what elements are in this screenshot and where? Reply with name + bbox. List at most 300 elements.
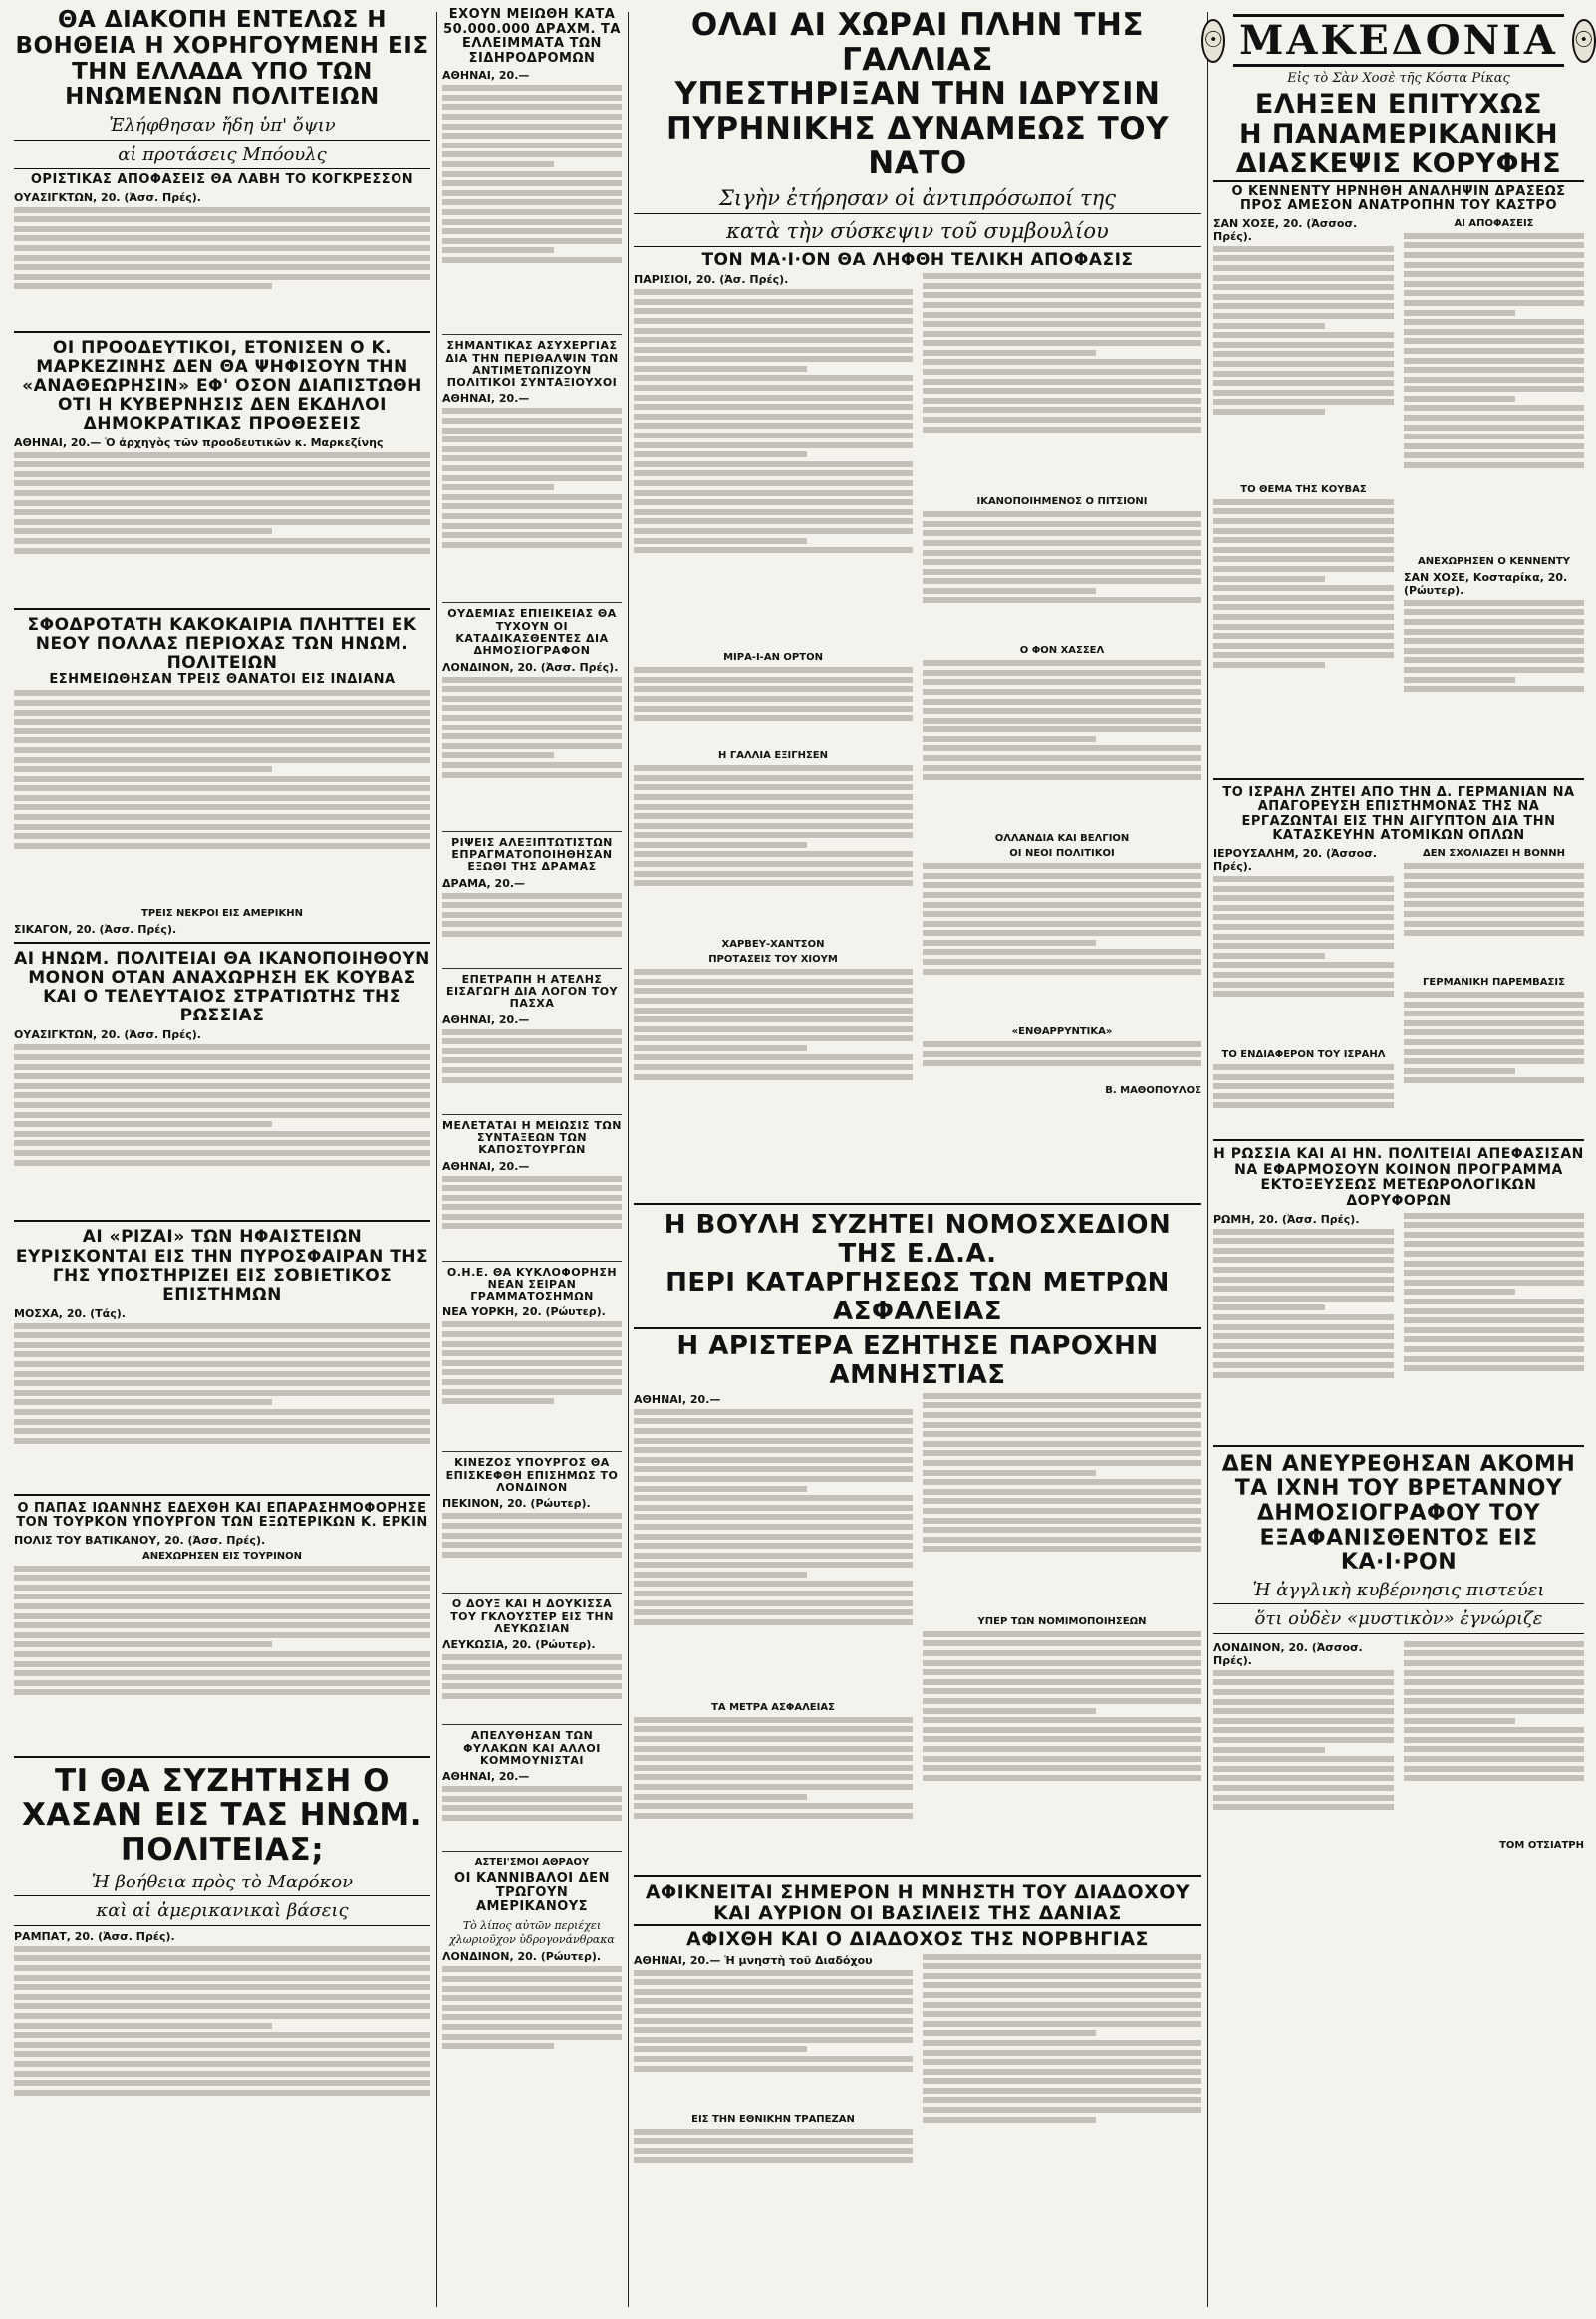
- text-line: [923, 398, 1201, 404]
- text-line: [14, 1689, 430, 1695]
- dateline: ΑΘΗΝΑΙ, 20.— Ὁ ἀρχηγὸς τῶν προοδευτικῶν κ. Μαρκεζίνης: [14, 435, 384, 449]
- text-line: [1213, 409, 1325, 415]
- text-line: [442, 1048, 622, 1054]
- deck-line: Ἐλήφθησαν ἤδη ὑπ' ὄψιν: [14, 115, 430, 141]
- text-line: [634, 470, 913, 476]
- text-line: [14, 1399, 272, 1405]
- text-line: [1213, 275, 1394, 281]
- text-line: [1213, 342, 1394, 348]
- text-line: [1213, 614, 1394, 620]
- text-line: [442, 725, 622, 730]
- article-body: [442, 1513, 622, 1588]
- text-line: [634, 1008, 913, 1014]
- text-line: [923, 2069, 1201, 2075]
- text-line: [442, 743, 622, 749]
- text-line: [1213, 1304, 1325, 1310]
- text-line: [442, 247, 554, 253]
- text-line: [442, 133, 622, 139]
- article-body: [634, 1717, 913, 1857]
- text-line: [442, 1185, 622, 1191]
- byline: Β. ΜΑΘΟΠΟΥΛΟΣ: [1105, 1085, 1201, 1097]
- article-body: [14, 207, 430, 325]
- article-body: [14, 1946, 430, 2156]
- text-line: [442, 733, 622, 739]
- text-line: [14, 1594, 430, 1599]
- text-line: [634, 775, 913, 781]
- text-line: [442, 199, 622, 205]
- text-line: [634, 1486, 807, 1492]
- article-body: [442, 1786, 622, 1846]
- article-body: [1213, 1229, 1394, 1438]
- text-line: [923, 1688, 1201, 1694]
- text-line: [1404, 367, 1584, 373]
- text-line: [1213, 1670, 1394, 1676]
- text-line: [634, 1726, 913, 1732]
- text-line: [14, 1064, 430, 1070]
- text-line: [1404, 425, 1584, 431]
- text-line: [14, 795, 430, 801]
- text-line: [442, 1195, 622, 1201]
- deck-line: Τὸ λίπος αὐτῶν περιέχει χλωριοῦχον ὑδρογονάνθρακα: [449, 1918, 615, 1946]
- text-line: [1213, 1074, 1394, 1080]
- text-line: [1213, 962, 1394, 968]
- text-line: [923, 283, 1201, 289]
- text-line: [1404, 1039, 1584, 1045]
- headline-cannibals: ΟΙ ΚΑΝΝΙΒΑΛΟΙ ΔΕΝ ΤΡΩΓΟΥΝ ΑΜΕΡΙΚΑΝΟΥΣ: [454, 1871, 610, 1915]
- text-line: [442, 455, 622, 461]
- text-line: [634, 823, 913, 829]
- text-line: [1213, 1257, 1394, 1263]
- text-line: [923, 578, 1201, 584]
- article-body: [1213, 1064, 1394, 1134]
- text-line: [634, 1476, 913, 1482]
- text-line: [14, 1112, 430, 1118]
- text-line: [1213, 1333, 1394, 1339]
- text-line: [923, 1051, 1201, 1057]
- text-line: [442, 1995, 622, 2001]
- article-body: [1404, 1641, 1584, 1836]
- text-line: [1213, 914, 1394, 920]
- text-line: [634, 1543, 913, 1549]
- text-line: [634, 1524, 913, 1530]
- text-line: [1213, 1352, 1394, 1358]
- text-line: [923, 521, 1201, 527]
- divider: [442, 968, 622, 969]
- text-line: [442, 1379, 622, 1385]
- text-line: [14, 1351, 430, 1357]
- text-line: [923, 2059, 1201, 2065]
- text-line: [923, 2002, 1201, 2008]
- text-line: [1404, 992, 1584, 998]
- subhead: ΑΝΕΧΩΡΗΣΕΝ ΕΙΣ ΤΟΥΡΙΝΟΝ: [141, 1550, 303, 1562]
- text-line: [442, 513, 622, 519]
- text-line: [634, 1514, 913, 1520]
- text-line: [14, 519, 430, 525]
- text-line: [1213, 982, 1394, 988]
- text-line: [634, 988, 913, 994]
- text-line: [923, 2040, 1201, 2046]
- text-line: [1404, 1336, 1584, 1342]
- text-line: [442, 428, 622, 434]
- text-line: [1404, 1708, 1584, 1714]
- text-line: [1213, 547, 1394, 553]
- subheadline: ΕΣΗΜΕΙΩΘΗΣΑΝ ΤΡΕΙΣ ΘΑΝΑΤΟΙ ΕΙΣ ΙΝΔΙΑΝΑ: [49, 671, 396, 687]
- text-line: [14, 1140, 430, 1146]
- text-line: [14, 1150, 430, 1156]
- text-line: [1404, 657, 1584, 663]
- text-line: [634, 1438, 913, 1444]
- text-line: [634, 1447, 913, 1453]
- text-line: [442, 1321, 622, 1327]
- divider: [442, 334, 622, 335]
- text-line: [14, 1632, 430, 1638]
- text-line: [442, 484, 554, 490]
- text-line: [634, 1428, 913, 1434]
- text-line: [634, 861, 913, 867]
- text-line: [442, 931, 622, 937]
- text-line: [1213, 585, 1394, 591]
- text-line: [14, 2023, 272, 2029]
- article-body: [923, 511, 1201, 641]
- dateline: ΛΟΝΔΙΝΟΝ, 20. (Ρώυτερ).: [442, 1950, 602, 1964]
- text-line: [634, 2037, 913, 2043]
- deck-line: κατὰ τὴν σύσκεψιν τοῦ συμβουλίου: [634, 218, 1201, 247]
- text-line: [14, 1585, 430, 1591]
- text-line: [442, 104, 622, 110]
- article-body: [634, 1970, 913, 2110]
- divider: [442, 1724, 622, 1725]
- text-line: [442, 1223, 622, 1229]
- text-line: [14, 1603, 430, 1609]
- text-line: [634, 328, 913, 334]
- article-body: [442, 893, 622, 963]
- text-line: [1213, 390, 1394, 396]
- subhead: Ο ΦΟΝ ΧΑΣΣΕΛ: [1019, 645, 1105, 657]
- article-body: [14, 452, 430, 602]
- text-line: [1404, 619, 1584, 625]
- text-line: [634, 784, 913, 790]
- text-line: [1213, 905, 1394, 911]
- text-line: [923, 959, 1201, 965]
- text-line: [14, 1371, 430, 1377]
- text-line: [1213, 991, 1394, 997]
- article-body: [1404, 233, 1584, 552]
- text-line: [923, 911, 1201, 917]
- headline-communists-released: ΑΠΕΛΥΘΗΣΑΝ ΤΩΝ ΦΥΛΑΚΩΝ ΚΑΙ ΑΛΛΟΙ ΚΟΜΜΟΥΝΙΣΤΑΙ: [463, 1729, 601, 1767]
- headline-vouli-3: Η ΑΡΙΣΤΕΡΑ ΕΖΗΤΗΣΕ ΠΑΡΟΧΗΝ ΑΜΝΗΣΤΙΑΣ: [634, 1327, 1201, 1390]
- text-line: [14, 274, 430, 280]
- text-line: [442, 1786, 622, 1792]
- text-line: [923, 1765, 1201, 1771]
- article-body: [923, 1393, 1201, 1612]
- text-line: [442, 2005, 622, 2011]
- text-line: [1404, 1270, 1584, 1276]
- text-line: [442, 180, 622, 186]
- divider: [14, 1494, 430, 1496]
- headline-storm: ΣΦΟΔΡΟΤΑΤΗ ΚΑΚΟΚΑΙΡΙΑ ΠΛΗΤΤΕΙ ΕΚ ΝΕΟΥ ΠΟΛΛΑΣ ΠΕΡΙΟΧΑΣ ΤΩΝ ΗΝΩΜ. ΠΟΛΙΤΕΙΩΝ: [27, 614, 417, 673]
- text-line: [442, 1674, 622, 1680]
- text-line: [923, 1973, 1201, 1979]
- headline-markezinis: ΟΙ ΠΡΟΟΔΕΥΤΙΚΟΙ, ΕΤΟΝΙΣΕΝ Ο Κ. ΜΑΡΚΕΖΙΝΗΣ ΔΕΝ ΘΑ ΨΗΦΙΣΟΥΝ ΤΗΝ «ΑΝΑΘΕΩΡΗΣΙΝ» ΕΦ' ΟΣΟΝ ΔΙΑΠΙΣΤΩΘΗ ΟΤΙ Η ΚΥΒΕΡΝΗΣΙΣ ΔΕΝ ΕΚΔΗΛΟΙ ΔΗΜΟΚΡΑΤΙΚΑΣ ΠΡΟΘΕΣΕΙΣ: [22, 337, 422, 434]
- text-line: [1213, 1362, 1394, 1368]
- text-line: [1213, 1314, 1394, 1320]
- text-line: [634, 1794, 807, 1800]
- text-line: [923, 569, 1201, 575]
- text-line: [923, 1470, 1096, 1476]
- text-line: [923, 745, 1201, 751]
- text-line: [442, 1341, 622, 1347]
- dateline: ΑΘΗΝΑΙ, 20.— Ἡ μνηστὴ τοῦ Διαδόχου: [634, 1953, 873, 1967]
- text-line: [634, 1505, 913, 1511]
- text-line: [923, 1708, 1096, 1714]
- text-line: [634, 1989, 913, 1995]
- text-line: [14, 216, 430, 222]
- text-line: [442, 1369, 622, 1375]
- text-line: [1404, 310, 1515, 316]
- subhead: ΤΡΕΙΣ ΝΕΚΡΟΙ ΕΙΣ ΑΜΕΡΙΚΗΝ: [141, 908, 303, 920]
- text-line: [1404, 252, 1584, 258]
- text-line: [14, 528, 272, 534]
- text-line: [634, 423, 913, 429]
- dateline: ΑΘΗΝΑΙ, 20.—: [442, 1159, 530, 1173]
- divider: [14, 1756, 430, 1758]
- headline-vouli-1: Η ΒΟΥΛΗ ΣΥΖΗΤΕΙ ΝΟΜΟΣΧΕΔΙΟΝ ΤΗΣ Ε.Δ.Α.: [664, 1210, 1172, 1270]
- text-line: [1213, 953, 1325, 959]
- text-line: [14, 2061, 430, 2067]
- text-line: [1213, 1372, 1394, 1378]
- text-line: [1404, 1356, 1584, 1362]
- text-line: [1404, 1746, 1584, 1752]
- text-line: [1404, 262, 1584, 268]
- dateline: ΠΕΚΙΝΟΝ, 20. (Ρώυτερ).: [442, 1497, 591, 1511]
- text-line: [923, 892, 1201, 898]
- divider: [442, 1851, 622, 1852]
- dateline: ΛΟΝΔΙΝΟΝ, 20. (Ἀσσοσ. Πρές).: [1213, 1640, 1363, 1667]
- text-line: [1404, 882, 1584, 888]
- text-line: [634, 433, 913, 438]
- article-body: [442, 1654, 622, 1719]
- text-line: [634, 366, 807, 372]
- text-line: [1213, 294, 1394, 300]
- text-line: [14, 1575, 430, 1581]
- text-line: [634, 1457, 913, 1463]
- text-line: [923, 930, 1201, 936]
- text-line: [1404, 377, 1584, 383]
- text-line: [442, 752, 554, 758]
- headline-easter-import: ΕΠΕΤΡΑΠΗ Η ΑΤΕΛΗΣ ΕΙΣΑΓΩΓΗ ΔΙΑ ΛΟΓΟΝ ΤΟΥ ΠΑΣΧΑ: [445, 972, 619, 1011]
- text-line: [1213, 1708, 1394, 1714]
- text-line: [634, 1016, 913, 1022]
- subheadline: ΤΟΝ ΜΑ·Ι·ΟΝ ΘΑ ΛΗΦΘΗ ΤΕΛΙΚΗ ΑΠΟΦΑΣΙΣ: [701, 250, 1134, 271]
- text-line: [14, 471, 430, 477]
- article-body: [442, 1966, 622, 2086]
- text-line: [442, 1552, 622, 1558]
- text-line: [634, 547, 913, 553]
- subhead: ΤΟ ΘΕΜΑ ΤΗΣ ΚΟΥΒΑΣ: [1240, 483, 1367, 495]
- text-line: [1404, 443, 1584, 449]
- text-line: [1404, 1289, 1515, 1295]
- text-line: [1404, 911, 1584, 917]
- text-line: [634, 1553, 913, 1559]
- text-line: [923, 1412, 1201, 1418]
- text-line: [923, 689, 1201, 695]
- text-line: [634, 696, 913, 702]
- article-body: [442, 677, 622, 826]
- text-line: [634, 451, 807, 457]
- text-line: [14, 1361, 430, 1367]
- dateline: ΑΘΗΝΑΙ, 20.—: [442, 392, 530, 406]
- article-body: [634, 1409, 913, 1698]
- text-line: [1213, 399, 1394, 405]
- text-line: [923, 1746, 1201, 1752]
- text-line: [634, 1035, 913, 1041]
- text-line: [442, 228, 622, 234]
- dateline: ΡΩΜΗ, 20. (Ἀσσ. Πρές).: [1213, 1212, 1360, 1226]
- text-line: [14, 1083, 430, 1089]
- text-line: [634, 347, 913, 353]
- text-line: [1213, 528, 1394, 534]
- headline-pensioners: ΣΗΜΑΝΤΙΚΑΣ ΑΣΥΧΕΡΓΙΑΣ ΔΙΑ ΤΗΝ ΠΕΡΙΘΑΛΨΙΝ ΤΩΝ ΑΝΤΙΜΕΤΩΠΙΖΟΥΝ ΠΟΛΙΤΙΚΟΙ ΣΥΝΤΑΞΙΟΥΧΟΙ: [445, 339, 619, 390]
- article-body: [1404, 1213, 1584, 1437]
- text-line: [442, 1398, 554, 1404]
- text-line: [442, 1523, 622, 1529]
- text-line: [14, 1409, 430, 1415]
- text-line: [14, 747, 430, 753]
- text-line: [923, 679, 1201, 685]
- text-line: [923, 427, 1201, 433]
- text-line: [634, 1562, 913, 1568]
- text-line: [442, 418, 622, 424]
- text-line: [923, 1498, 1201, 1504]
- text-line: [634, 1755, 913, 1761]
- text-line: [14, 500, 430, 506]
- article-body: [634, 2129, 913, 2188]
- text-line: [923, 1698, 1201, 1704]
- text-line: [923, 359, 1201, 365]
- text-line: [923, 921, 1201, 927]
- divider: [1213, 1139, 1584, 1141]
- article-body: [923, 1631, 1201, 1841]
- headline-satellites: Η ΡΩΣΣΙΑ ΚΑΙ ΑΙ ΗΝ. ΠΟΛΙΤΕΙΑΙ ΑΠΕΦΑΣΙΣΑΝ ΝΑ ΕΦΑΡΜΟΣΟΥΝ ΚΟΙΝΟΝ ΠΡΟΓΡΑΜΜΑ ΕΚΤΟΞΕΥΣΕΩΣ ΜΕΤΕΩΡΟΛΟΓΙΚΩΝ ΔΟΡΥΦΟΡΩΝ: [1213, 1145, 1584, 1209]
- text-line: [1213, 556, 1394, 562]
- text-line: [1404, 1327, 1584, 1333]
- text-line: [634, 442, 913, 448]
- text-line: [14, 264, 430, 270]
- divider: [14, 1220, 430, 1222]
- text-line: [1213, 537, 1394, 543]
- text-line: [923, 1479, 1201, 1485]
- deck-line: καὶ αἱ ἀμερικανικαὶ βάσεις: [14, 1900, 430, 1926]
- text-line: [1213, 643, 1394, 649]
- text-line: [1404, 901, 1584, 907]
- text-line: [14, 1160, 430, 1166]
- text-line: [634, 2129, 913, 2135]
- text-line: [1404, 930, 1584, 936]
- text-line: [14, 1994, 430, 2000]
- text-line: [1213, 1277, 1394, 1283]
- text-line: [923, 774, 1201, 780]
- text-line: [14, 2032, 430, 2038]
- text-line: [634, 1591, 913, 1596]
- text-line: [1213, 1804, 1394, 1810]
- text-line: [923, 882, 1201, 888]
- text-line: [634, 1998, 913, 2004]
- text-line: [1213, 1324, 1394, 1330]
- text-line: [634, 804, 913, 810]
- text-line: [923, 1508, 1201, 1514]
- text-line: [923, 660, 1201, 666]
- text-line: [1213, 576, 1325, 582]
- text-line: [923, 540, 1201, 546]
- subhead: ΔΕΝ ΣΧΟΛΙΑΖΕΙ Η ΒΟΝΝΗ: [1422, 847, 1566, 859]
- article-body: [923, 1041, 1201, 1081]
- text-line: [923, 1518, 1201, 1524]
- text-line: [1404, 1718, 1515, 1724]
- text-line: [1213, 633, 1394, 639]
- text-line: [634, 1746, 913, 1752]
- dateline: ΛΕΥΚΩΣΙΑ, 20. (Ρώυτερ).: [442, 1638, 596, 1652]
- text-line: [923, 1982, 1201, 1988]
- text-line: [634, 969, 913, 975]
- text-line: [1213, 1286, 1394, 1292]
- text-line: [923, 1489, 1201, 1495]
- text-line: [14, 1680, 430, 1686]
- text-line: [442, 95, 622, 101]
- dateline: ΠΟΛΙΣ ΤΟΥ ΒΑΤΙΚΑΝΟΥ, 20. (Ἀσσ. Πρές).: [14, 1533, 266, 1547]
- lead-headline-3: ΠΥΡΗΝΙΚΗΣ ΔΥΝΑΜΕΩΣ ΤΟΥ ΝΑΤΟ: [665, 111, 1170, 181]
- text-line: [14, 737, 430, 743]
- text-line: [1404, 1365, 1584, 1371]
- text-line: [1404, 1213, 1584, 1219]
- text-line: [14, 2003, 430, 2009]
- headline-royal-1: ΑΦΙΚΝΕΙΤΑΙ ΣΗΜΕΡΟΝ Η ΜΝΗΣΤΗ ΤΟΥ ΔΙΑΔΟΧΟΥ: [645, 1881, 1191, 1903]
- text-line: [1213, 652, 1394, 658]
- text-line: [923, 1640, 1201, 1646]
- subhead: ΤΟ ΕΝΔΙΑΦΕΡΟΝ ΤΟΥ ΙΣΡΑΗΛ: [1221, 1048, 1386, 1060]
- text-line: [14, 833, 430, 839]
- text-line: [442, 696, 622, 702]
- text-line: [442, 1986, 622, 1992]
- text-line: [923, 350, 1096, 356]
- text-line: [1213, 1296, 1394, 1302]
- text-line: [1404, 1049, 1584, 1055]
- text-line: [1404, 873, 1584, 879]
- text-line: [634, 2027, 913, 2033]
- text-line: [1213, 332, 1394, 338]
- text-line: [1213, 1699, 1394, 1705]
- text-line: [1213, 566, 1394, 572]
- text-line: [923, 2050, 1201, 2056]
- lead-headline-1: ΟΛΑΙ ΑΙ ΧΩΡΑΙ ΠΛΗΝ ΤΗΣ ΓΑΛΛΙΑΣ: [690, 7, 1145, 78]
- text-line: [634, 1803, 913, 1809]
- article-body: [634, 969, 913, 1128]
- text-line: [1404, 358, 1584, 364]
- text-line: [923, 407, 1201, 413]
- deck-line: Ἡ ἀγγλικὴ κυβέρνησις πιστεύει: [1213, 1580, 1584, 1605]
- text-line: [1213, 895, 1394, 901]
- text-line: [14, 2090, 430, 2096]
- kicker: ΑΣΤΕΙ'ΣΜΟΙ ΑΘΡΑΟΥ: [474, 1857, 590, 1869]
- text-line: [442, 1038, 622, 1044]
- text-line: [1213, 624, 1394, 630]
- article-body: [442, 408, 622, 597]
- text-line: [923, 273, 1201, 279]
- headline-israel: ΤΟ ΙΣΡΑΗΛ ΖΗΤΕΙ ΑΠΟ ΤΗΝ Δ. ΓΕΡΜΑΝΙΑΝ ΝΑ ΑΠΑΓΟΡΕΥΣΗ ΕΠΙΣΤΗΜΟΝΑΣ ΤΗΣ ΝΑ ΕΡΓΑΖΩΝΤΑΙ ΕΙΣ ΤΗΝ ΑΙΓΥΠΤΟΝ ΔΙΑ ΤΗΝ ΚΑΤΑΣΚΕΥΗΝ ΑΤΟΜΙΚΩΝ ΟΠΛΩΝ: [1222, 784, 1575, 844]
- text-line: [1213, 1727, 1394, 1733]
- text-line: [923, 530, 1201, 536]
- subheadline: ΟΡΙΣΤΙΚΑΣ ΑΠΟΦΑΣΕΙΣ ΘΑ ΛΑΒΗ ΤΟ ΚΟΓΚΡΕΣΣΟΝ: [30, 172, 414, 187]
- text-line: [634, 2046, 807, 2052]
